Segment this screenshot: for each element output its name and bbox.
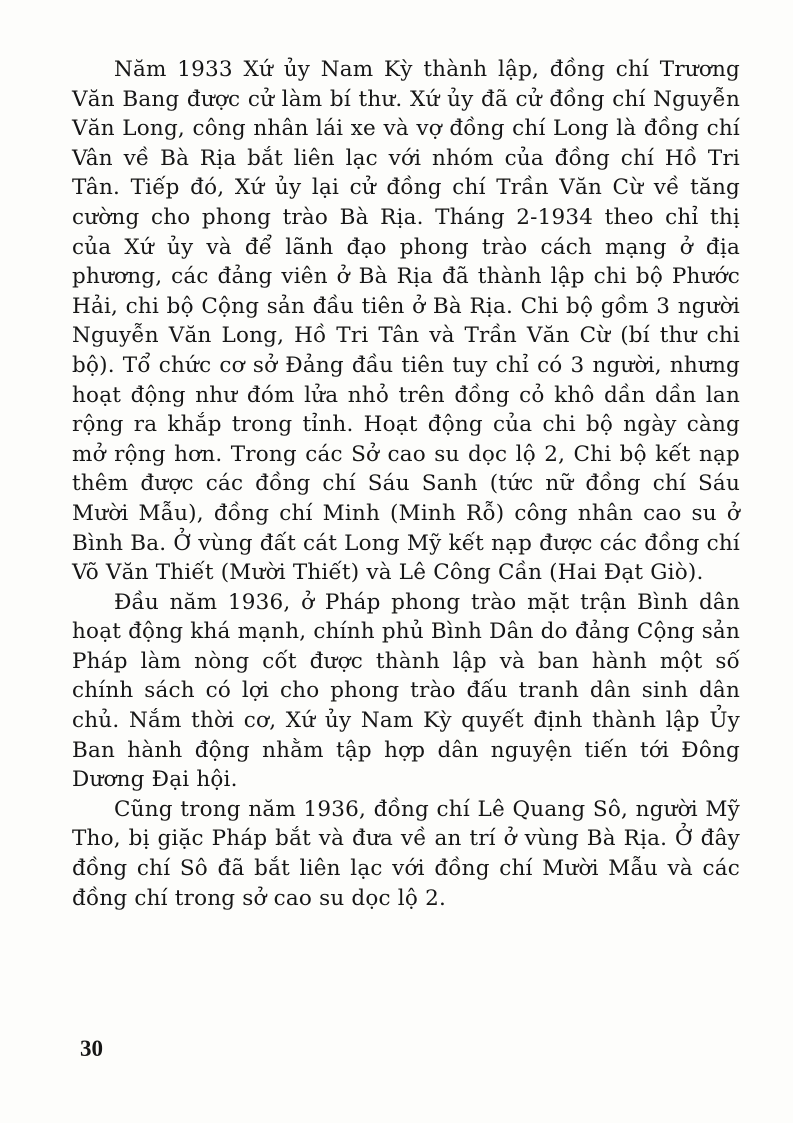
page-number: 30: [80, 1036, 103, 1061]
paragraph-1: Năm 1933 Xứ ủy Nam Kỳ thành lập, đồng chí Trương Văn Bang được cử làm bí thư. Xứ ủy đã cử đồng chí Nguyễn Văn Long, công nhân lái xe và vợ đồng chí Long là đồng chí Vân về Bà Rịa bắt liên lạc với nhóm của đồng chí Hồ Tri Tân. Tiếp đó, Xứ ủy lại cử đồng chí Trần Văn Cừ về tăng cường cho phong trào Bà Rịa. Tháng 2-1934 theo chỉ thị của Xứ ủy và để lãnh đạo phong trào cách mạng ở địa phương, các đảng viên ở Bà Rịa đã thành lập chi bộ Phước Hải, chi bộ Cộng sản đầu tiên ở Bà Rịa. Chi bộ gồm 3 người Nguyễn Văn Long, Hồ Tri Tân và Trần Văn Cừ (bí thư chi bộ). Tổ chức cơ sở Đảng đầu tiên tuy chỉ có 3 người, nhưng hoạt động như đóm lửa nhỏ trên đồng cỏ khô dần dần lan rộng ra khắp trong tỉnh. Hoạt động của chi bộ ngày càng mở rộng hơn. Trong các Sở cao su dọc lộ 2, Chi bộ kết nạp thêm được các đồng chí Sáu Sanh (tức nữ đồng chí Sáu Mười Mẫu), đồng chí Minh (Minh Rỗ) công nhân cao su ở Bình Ba. Ở vùng đất cát Long Mỹ kết nạp được các đồng chí Võ Văn Thiết (Mười Thiết) và Lê Công Cần (Hai Đạt Giò).: [72, 57, 740, 586]
paragraph-2: Đầu năm 1936, ở Pháp phong trào mặt trận Bình dân hoạt động khá mạnh, chính phủ Bình Dân do đảng Cộng sản Pháp làm nòng cốt được thành lập và ban hành một số chính sách có lợi cho phong trào đấu tranh dân sinh dân chủ. Nắm thời cơ, Xứ ủy Nam Kỳ quyết định thành lập Ủy Ban hành động nhằm tập hợp dân nguyện tiến tới Đông Dương Đại hội.: [72, 589, 740, 793]
paragraph-3: Cũng trong năm 1936, đồng chí Lê Quang Sô, người Mỹ Tho, bị giặc Pháp bắt và đưa về an trí ở vùng Bà Rịa. Ở đây đồng chí Sô đã bắt liên lạc với đồng chí Mười Mẫu và các đồng chí trong sở cao su dọc lộ 2.: [72, 796, 740, 911]
body-text: [72, 55, 740, 913]
